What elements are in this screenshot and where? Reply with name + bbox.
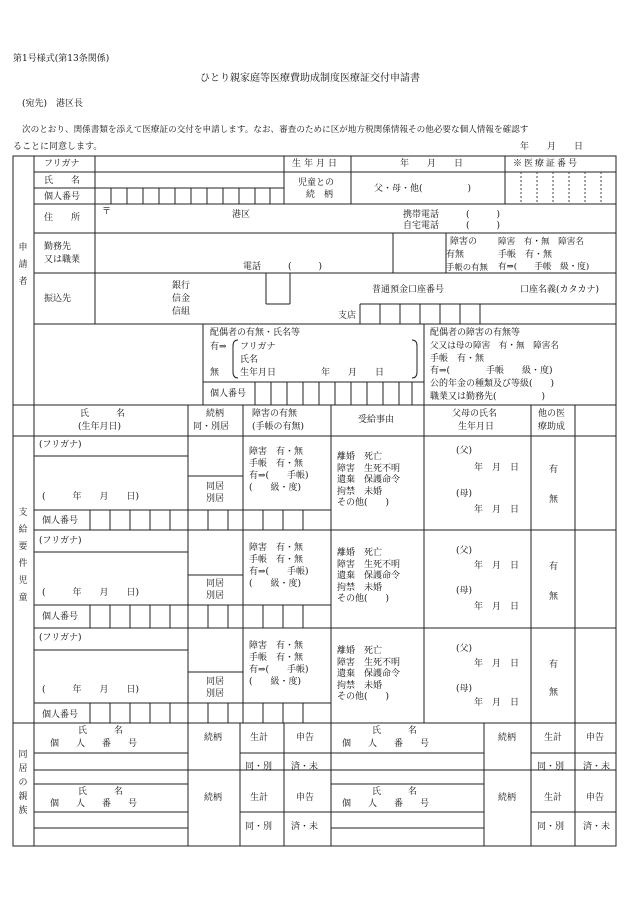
- child-mother-date[interactable]: 年 月 日: [474, 698, 520, 708]
- ward-name: 港区: [232, 210, 251, 220]
- work-phone[interactable]: 電話 ( ): [243, 262, 323, 272]
- family-sumi[interactable]: 済・未: [583, 822, 611, 832]
- consent-text-2: ることに同意します。: [13, 142, 103, 152]
- family-header-relation: 続柄: [498, 733, 517, 743]
- child-bekkyo[interactable]: 別居: [206, 591, 225, 601]
- child-kojin-label: 個人番号: [42, 516, 79, 526]
- family-sumi[interactable]: 済・未: [291, 762, 319, 772]
- application-date[interactable]: 年 月 日: [520, 142, 584, 152]
- disability-label-2: 有無: [446, 250, 465, 260]
- disability-info-3[interactable]: 有⇒( 手帳 級・度): [498, 262, 590, 272]
- spouse-kojin-label: 個人番号: [210, 389, 247, 399]
- spouse-disability-3[interactable]: 有⇒( 手帳 級・度): [430, 366, 553, 376]
- spouse-birth: 生年月日 年 月 日: [240, 368, 385, 378]
- family-header-report: 申告: [296, 793, 315, 803]
- applicant-birth-label: 生年月日: [292, 159, 341, 169]
- child-header-reason: 受給事由: [358, 415, 395, 425]
- child-dokyo[interactable]: 同居: [206, 579, 225, 589]
- child-disability[interactable]: 障害 有・無 手帳 有・無 有⇒( 手帳) ( 級・度): [249, 543, 309, 589]
- mobile-phone[interactable]: 携帯電話 ( ): [403, 210, 501, 220]
- family-header-livelihood: 生計: [250, 793, 269, 803]
- child-birth[interactable]: ( 年 月 日): [42, 588, 140, 598]
- child-mother: (母): [456, 489, 473, 499]
- family-header-kojin: 個 人 番 号: [342, 739, 434, 749]
- spouse-disability-2[interactable]: 手帳 有・無: [430, 354, 485, 364]
- applicant-furigana-label: フリガナ: [44, 159, 80, 169]
- disability-label-3: 手帳の有無: [446, 262, 488, 272]
- disability-label-1: 障害の: [450, 237, 478, 247]
- child-kojin-label: 個人番号: [42, 710, 79, 720]
- spouse-title: 配偶者の有無・氏名等: [210, 328, 301, 338]
- work-label-1: 勤務先: [44, 242, 72, 252]
- applicant-side-label: 申請者: [18, 243, 28, 287]
- family-dobetsu[interactable]: 同・別: [245, 762, 273, 772]
- spouse-pension[interactable]: 公的年金の種類及び等級( ): [430, 379, 555, 389]
- family-header-name: 氏 名: [78, 787, 124, 797]
- child-father: (父): [456, 644, 473, 654]
- family-header-relation: 続柄: [498, 793, 517, 803]
- child-header-other-2: 療助成: [538, 422, 566, 432]
- bank-label: 振込先: [44, 294, 72, 304]
- child-reason[interactable]: 離婚 死亡 障害 生死不明 遺棄 保護命令 拘禁 未婚 その他( ): [337, 452, 401, 508]
- family-dobetsu[interactable]: 同・別: [537, 762, 565, 772]
- child-dokyo[interactable]: 同居: [206, 482, 225, 492]
- child-bekkyo[interactable]: 別居: [206, 689, 225, 699]
- spouse-occupation[interactable]: 職業又は勤務先( ): [430, 392, 546, 402]
- family-header-report: 申告: [586, 793, 605, 803]
- family-header-livelihood: 生計: [250, 733, 269, 743]
- home-phone[interactable]: 自宅電話 ( ): [403, 221, 501, 231]
- child-header-residence: 同・別居: [193, 422, 230, 432]
- addressee: (宛先) 港区長: [22, 99, 84, 109]
- child-father-date[interactable]: 年 月 日: [474, 463, 520, 473]
- family-sumi[interactable]: 済・未: [583, 762, 611, 772]
- consent-text: 次のとおり、関係書類を添えて医療証の交付を申請します。なお、審査のために区が地方税関係情報その他必要な個人情報を確認す: [22, 125, 529, 135]
- family-header-livelihood: 生計: [544, 793, 563, 803]
- child-father-date[interactable]: 年 月 日: [474, 561, 520, 571]
- page-title: ひとり親家庭等医療費助成制度医療証交付申請書: [200, 73, 420, 84]
- child-other-yes[interactable]: 有: [549, 465, 559, 475]
- child-mother: (母): [456, 586, 473, 596]
- work-label-2: 又は職業: [44, 255, 81, 265]
- disability-info-2[interactable]: 手帳 有・無: [498, 250, 553, 260]
- spouse-disability-title: 配偶者の障害の有無等: [430, 328, 521, 338]
- child-header-parent-birth: 生年月日: [458, 422, 495, 432]
- family-dobetsu[interactable]: 同・別: [537, 822, 565, 832]
- child-other-no[interactable]: 無: [549, 592, 559, 602]
- child-birth[interactable]: ( 年 月 日): [42, 685, 140, 695]
- family-header-kojin: 個 人 番 号: [342, 799, 434, 809]
- spouse-furigana: フリガナ: [240, 342, 276, 352]
- spouse-no[interactable]: 無: [210, 368, 220, 378]
- child-other-yes[interactable]: 有: [549, 562, 559, 572]
- child-mother-date[interactable]: 年 月 日: [474, 505, 520, 515]
- family-header-kojin: 個 人 番 号: [50, 739, 142, 749]
- child-birth[interactable]: ( 年 月 日): [42, 492, 140, 502]
- child-other-no[interactable]: 無: [549, 688, 559, 698]
- bank-types: 銀行 信金 信組: [172, 281, 191, 317]
- cert-number-label: ※医療証番号: [513, 159, 580, 169]
- applicant-name-label: 氏 名: [44, 176, 81, 186]
- child-header-parent: 父母の氏名: [452, 409, 498, 419]
- child-header-handbook: (手帳の有無): [252, 422, 305, 432]
- child-father: (父): [456, 546, 473, 556]
- child-furigana: (フリガナ): [39, 633, 82, 643]
- family-side-label: 同居の親族: [18, 750, 28, 816]
- family-header-report: 申告: [586, 733, 605, 743]
- family-header-relation: 続柄: [204, 793, 223, 803]
- child-reason[interactable]: 離婚 死亡 障害 生死不明 遺棄 保護命令 拘禁 未婚 その他( ): [337, 646, 401, 702]
- family-dobetsu[interactable]: 同・別: [245, 822, 273, 832]
- child-father: (父): [456, 446, 473, 456]
- child-bekkyo[interactable]: 別居: [206, 494, 225, 504]
- disability-info-1[interactable]: 障害 有・無 障害名: [498, 237, 584, 247]
- child-kojin-label: 個人番号: [42, 612, 79, 622]
- children-side-label: 支給要件児童: [18, 508, 28, 603]
- account-holder-label: 口座名義(カタカナ): [520, 285, 600, 295]
- child-header-name: 氏 名: [80, 409, 126, 419]
- applicant-kojin-label: 個人番号: [44, 192, 81, 202]
- relation-label-1: 児童との: [298, 178, 335, 188]
- child-reason[interactable]: 離婚 死亡 障害 生死不明 遺棄 保護命令 拘禁 未婚 その他( ): [337, 548, 401, 604]
- family-header-name: 氏 名: [372, 787, 418, 797]
- child-header-relation: 続柄: [206, 409, 225, 419]
- spouse-disability-1[interactable]: 父又は母の障害 有・無 障害名: [430, 341, 559, 351]
- child-father-date[interactable]: 年 月 日: [474, 659, 520, 669]
- family-header-name: 氏 名: [372, 726, 418, 736]
- child-furigana: (フリガナ): [39, 536, 82, 546]
- form-number: 第1号様式(第13条関係): [13, 54, 110, 64]
- family-header-livelihood: 生計: [544, 733, 563, 743]
- account-number-label: 普通預金口座番号: [372, 285, 445, 295]
- child-other-no[interactable]: 無: [549, 495, 559, 505]
- child-mother: (母): [456, 684, 473, 694]
- child-furigana: (フリガナ): [39, 440, 82, 450]
- spouse-yes[interactable]: 有⇒: [210, 342, 227, 352]
- address-label: 住 所: [44, 213, 81, 223]
- child-other-yes[interactable]: 有: [549, 660, 559, 670]
- family-header-relation: 続柄: [204, 733, 223, 743]
- child-header-birth: (生年月日): [78, 422, 122, 432]
- child-dokyo[interactable]: 同居: [206, 677, 225, 687]
- family-header-report: 申告: [296, 733, 315, 743]
- family-header-name: 氏 名: [78, 726, 124, 736]
- relation-value[interactable]: 父・母・他( ): [374, 184, 472, 194]
- applicant-birth-date[interactable]: 年 月 日: [400, 159, 464, 169]
- relation-label-2: 続 柄: [306, 190, 334, 200]
- child-disability[interactable]: 障害 有・無 手帳 有・無 有⇒( 手帳) ( 級・度): [249, 447, 309, 493]
- child-header-other: 他の医: [538, 409, 566, 419]
- child-header-disability: 障害の有無: [252, 409, 298, 419]
- child-mother-date[interactable]: 年 月 日: [474, 602, 520, 612]
- postal-mark: 〒: [102, 207, 112, 217]
- child-disability[interactable]: 障害 有・無 手帳 有・無 有⇒( 手帳) ( 級・度): [249, 641, 309, 687]
- spouse-name: 氏名: [240, 355, 259, 365]
- family-sumi[interactable]: 済・未: [291, 822, 319, 832]
- branch-label: 支店: [338, 311, 357, 321]
- family-header-kojin: 個 人 番 号: [50, 799, 142, 809]
